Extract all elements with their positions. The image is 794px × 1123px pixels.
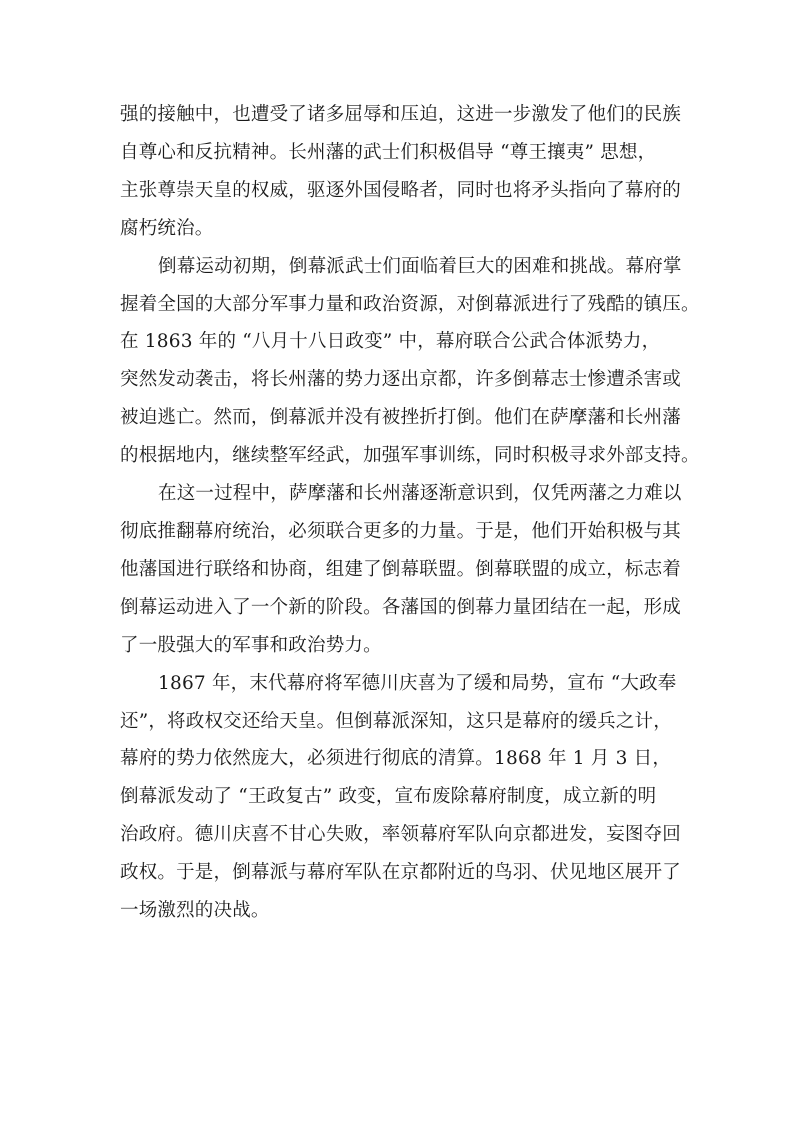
text-line: 倒幕派发动了 “王政复古” 政变，宣布废除幕府制度，成立新的明 (120, 786, 657, 808)
text-line: 1867 年，末代幕府将军德川庆喜为了缓和局势，宣布 “大政奉 (158, 672, 677, 694)
paragraph-2 (120, 248, 700, 475)
text-line: 彻底推翻幕府统治，必须联合更多的力量。于是，他们开始积极与其 (120, 520, 682, 542)
text-line: 倒幕运动初期，倒幕派武士们面临着巨大的困难和挑战。幕府掌 (158, 255, 682, 277)
text-line: 主张尊崇天皇的权威，驱逐外国侵略者，同时也将矛头指向了幕府的 (120, 179, 682, 201)
text-line: 在 1863 年的 “八月十八日政变” 中，幕府联合公武合体派势力， (120, 331, 661, 353)
text-line: 突然发动袭击，将长州藩的势力逐出京都，许多倒幕志士惨遭杀害或 (120, 369, 682, 391)
paragraph-1 (120, 96, 682, 248)
text-line: 他藩国进行联络和协商，组建了倒幕联盟。倒幕联盟的成立，标志着 (120, 558, 682, 580)
text-line: 政权。于是，倒幕派与幕府军队在京都附近的鸟羽、伏见地区展开了 (120, 862, 682, 884)
text-line: 强的接触中，也遭受了诸多屈辱和压迫，这进一步激发了他们的民族 (120, 104, 682, 125)
text-line: 一场激烈的决战。 (120, 900, 270, 922)
text-line: 了一股强大的军事和政治势力。 (120, 634, 382, 656)
paragraph-3 (120, 475, 682, 665)
text-line: 自尊心和反抗精神。长州藩的武士们积极倡导 “尊王攘夷” 思想， (120, 141, 657, 163)
text-line: 在这一过程中，萨摩藩和长州藩逐渐意识到，仅凭两藩之力难以 (158, 483, 682, 505)
document-page (120, 96, 700, 930)
text-line: 的根据地内，继续整军经武，加强军事训练，同时积极寻求外部支持。 (120, 445, 700, 467)
paragraph-4 (120, 665, 682, 930)
text-line: 倒幕运动进入了一个新的阶段。各藩国的倒幕力量团结在一起，形成 (120, 596, 682, 618)
text-line: 被迫逃亡。然而，倒幕派并没有被挫折打倒。他们在萨摩藩和长州藩 (120, 407, 682, 429)
text-line: 幕府的势力依然庞大，必须进行彻底的清算。1868 年 1 月 3 日， (120, 748, 672, 770)
text-line: 治政府。德川庆喜不甘心失败，率领幕府军队向京都进发，妄图夺回 (120, 824, 682, 846)
text-line: 握着全国的大部分军事力量和政治资源，对倒幕派进行了残酷的镇压。 (120, 293, 700, 315)
text-line: 腐朽统治。 (120, 217, 214, 239)
text-line: 还”，将政权交还给天皇。但倒幕派深知，这只是幕府的缓兵之计， (120, 710, 672, 732)
